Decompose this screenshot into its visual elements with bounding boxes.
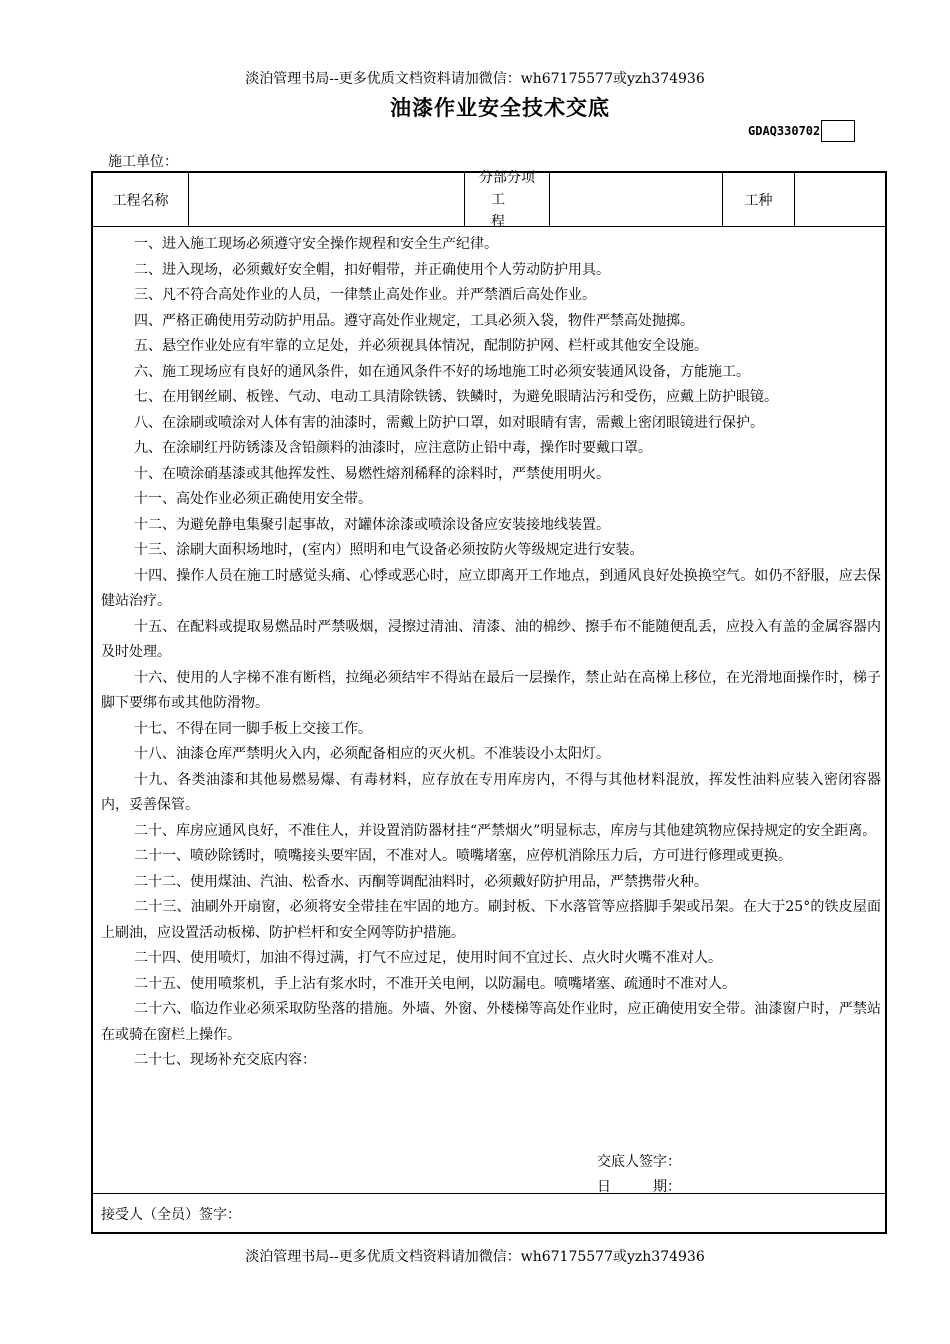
disclosure-item: 十六、使用的人字梯不准有断档，拉绳必须结牢不得站在最后一层操作，禁止站在高梯上移位，在光滑地面操作时，梯子脚下要绑布或其他防滑物。 (101, 669, 881, 711)
disclosure-item: 十四、操作人员在施工时感觉头痛、心悸或恶心时，应立即离开工作地点，到通风良好处换换空气。如仍不舒服，应去保健站治疗。 (101, 567, 881, 609)
document-code (748, 120, 855, 142)
disclosure-item: 二十、库房应通风良好，不准住人，并设置消防器材挂“严禁烟火”明显标志，库房与其他建筑物应保持规定的安全距离。 (134, 822, 877, 839)
date-label-part2: 期： (653, 1179, 681, 1195)
disclosure-items (101, 232, 881, 1074)
disclosure-table (91, 171, 887, 1234)
trade-label: 工种 (723, 173, 795, 226)
page-title: 油漆作业安全技术交底 (390, 96, 610, 120)
table-header-row (93, 169, 885, 230)
disclosure-item: 五、悬空作业处应有牢靠的立足处，并必须视具体情况，配制防护网、栏杆或其他安全设施。 (134, 338, 708, 354)
sub-project-label (465, 169, 550, 230)
disclosure-item: 二十三、油刷外开扇窗，必须将安全带挂在牢固的地方。刷封板、下水落管等应搭脚手架或吊架。在大于25°的铁皮屋面上刷油，应设置活动板梯、防护栏杆和安全网等防护措施。 (101, 899, 881, 941)
project-name-field (189, 173, 465, 226)
document-code-text: GDAQ330702 (748, 124, 821, 138)
disclosure-item: 二十一、喷砂除锈时，喷嘴接头要牢固，不准对人。喷嘴堵塞，应停机消除压力后，方可进行修理或更换。 (134, 848, 792, 864)
disclosure-item: 一、进入施工现场必须遵守安全操作规程和安全生产纪律。 (134, 236, 498, 252)
disclosure-item: 七、在用钢丝刷、板锉、气动、电动工具清除铁锈、铁鳞时，为避免眼睛沾污和受伤，应戴上防护眼镜。 (134, 389, 778, 405)
disclosure-item: 二、进入现场，必须戴好安全帽，扣好帽带，并正确使用个人劳动防护用具。 (134, 261, 610, 278)
sub-project-label-line1: 分部分项 (479, 169, 535, 186)
disclosure-item: 二十六、临边作业必须采取防坠落的措施。外墙、外窗、外楼梯等高处作业时，应正确使用安全带。油漆窗户时，严禁站在或骑在窗栏上操作。 (101, 1001, 881, 1043)
disclosure-item: 八、在涂刷或喷涂对人体有害的油漆时，需戴上防护口罩，如对眼睛有害，需戴上密闭眼镜进行保护。 (134, 414, 764, 431)
construction-unit-label: 施工单位： (108, 154, 178, 170)
disclosure-item: 十七、不得在同一脚手板上交接工作。 (134, 720, 372, 737)
footer-note: 淡泊管理书局--更多优质文档资料请加微信：wh67175577或yzh374936 (245, 1249, 705, 1265)
disclosure-item: 四、严格正确使用劳动防护用品。遵守高处作业规定，工具必须入袋，物件严禁高处抛掷。 (134, 312, 694, 329)
discloser-signature-label: 交底人签字： (597, 1154, 681, 1170)
sub-project-field (550, 173, 723, 226)
project-name-label: 工程名称 (93, 173, 189, 226)
disclosure-item: 六、施工现场应有良好的通风条件，如在通风条件不好的场地施工时必须安装通风设备，方能施工。 (134, 363, 750, 380)
trade-field (795, 173, 885, 226)
receiver-signature-label: 接受人（全员）签字： (101, 1207, 241, 1223)
sub-project-label-line2: 工程 (491, 191, 531, 230)
disclosure-item: 十九、各类油漆和其他易燃易爆、有毒材料，应存放在专用库房内，不得与其他材料混放，挥发性油料应装入密闭容器内，妥善保管。 (101, 771, 881, 813)
date-label-part1: 日 (597, 1179, 611, 1195)
disclosure-item: 三、凡不符合高处作业的人员，一律禁止高处作业。并严禁酒后高处作业。 (134, 287, 596, 303)
disclosure-item: 二十七、现场补充交底内容： (134, 1052, 316, 1068)
receiver-row (93, 1193, 885, 1233)
disclosure-item: 十五、在配料或提取易燃品时严禁吸烟，浸擦过清油、清漆、油的棉纱、擦手布不能随便乱丢，应投入有盖的金属容器内及时处理。 (101, 618, 881, 660)
disclosure-item: 十、在喷涂硝基漆或其他挥发性、易燃性熔剂稀释的涂料时，严禁使用明火。 (134, 465, 610, 482)
disclosure-item: 十三、涂刷大面积场地时，(室内）照明和电气设备必须按防火等级规定进行安装。 (134, 542, 644, 558)
document-code-box (821, 120, 855, 142)
disclosure-item: 二十四、使用喷灯，加油不得过满，打气不应过足，使用时间不宜过长、点火时火嘴不准对人。 (134, 950, 722, 966)
disclosure-item: 二十五、使用喷浆机，手上沾有浆水时，不准开关电闸，以防漏电。喷嘴堵塞、疏通时不准对人。 (134, 975, 736, 992)
disclosure-item: 十一、高处作业必须正确使用安全带。 (134, 491, 372, 507)
disclosure-item: 九、在涂刷红丹防锈漆及含铅颜料的油漆时，应注意防止铅中毒，操作时要戴口罩。 (134, 440, 652, 456)
disclosure-item: 十八、油漆仓库严禁明火入内，必须配备相应的灭火机。不准装设小太阳灯。 (134, 746, 610, 762)
header-note: 淡泊管理书局--更多优质文档资料请加微信：wh67175577或yzh374936 (245, 71, 705, 87)
disclosure-item: 二十二、使用煤油、汽油、松香水、丙酮等调配油料时，必须戴好防护用品，严禁携带火种。 (134, 873, 708, 890)
disclosure-item: 十二、为避免静电集聚引起事故，对罐体涂漆或喷涂设备应安装接地线装置。 (134, 516, 610, 533)
